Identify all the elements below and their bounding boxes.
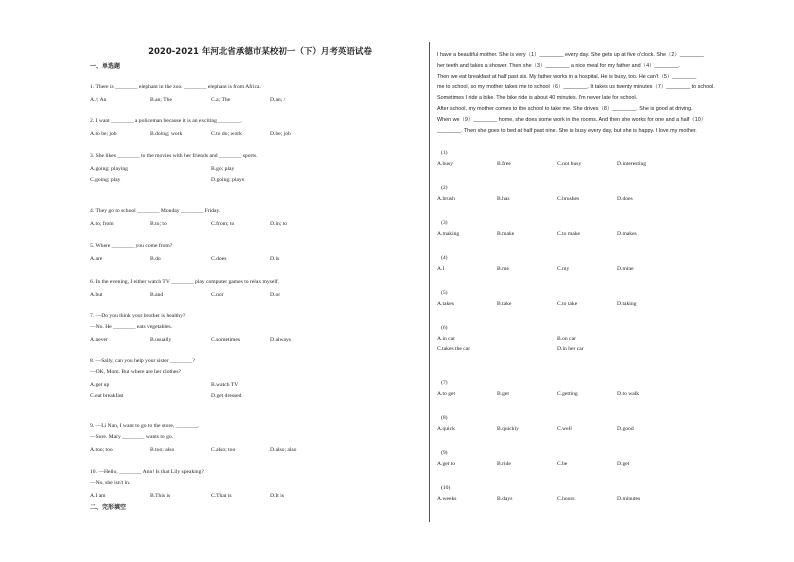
option-a: A.get up	[90, 382, 110, 388]
passage-line: Sometimes I ride a bike. The bike ride is about 40 minutes. I'm never late for school.	[437, 95, 638, 102]
question-stem: 4. They go to school ________ Monday ________ Friday.	[90, 208, 221, 214]
option-c: C.nor	[211, 292, 224, 298]
option-c: C.That is	[211, 493, 232, 499]
cloze-option-c: C.my	[557, 266, 570, 272]
cloze-option-d: D.mine	[617, 266, 634, 272]
option-b: B.doing; work	[150, 131, 183, 137]
question-stem-line: —Sure. Mary ________ wants to go.	[90, 434, 174, 440]
cloze-option-c: C.hours	[557, 496, 575, 502]
cloze-item-number: (3)	[441, 220, 448, 226]
option-d: D.get dressed	[211, 393, 242, 399]
cloze-option-c: C.to take	[557, 301, 578, 307]
cloze-option-b: B.get	[497, 391, 509, 397]
cloze-option-a: A.get to	[437, 461, 456, 467]
option-b: B.to; to	[150, 221, 167, 227]
passage-line: Then we eat breakfast at half past six. My father works in a hospital. He is busy, too. He can't（5）________	[437, 73, 697, 80]
cloze-option-b: B.free	[497, 161, 511, 167]
cloze-option-b: B.days	[497, 496, 513, 502]
option-c: C.sometimes	[211, 337, 241, 343]
cloze-option-c: C.not busy	[557, 161, 582, 167]
cloze-item-number: (7)	[441, 380, 448, 386]
option-c: C.a; The	[211, 97, 231, 103]
option-a: A.never	[90, 337, 108, 343]
option-b: B.and	[150, 292, 164, 298]
question-stem-line: —No. He ________ eats vegetables.	[90, 324, 173, 330]
cloze-option-d: D.taking	[617, 301, 637, 307]
option-d: D.always	[270, 337, 291, 343]
cloze-item-number: (5)	[441, 290, 448, 296]
cloze-option-d: D.interesting	[617, 161, 647, 167]
passage-line: After school, my mother comes to the school to take me. She drives（8）________. She is good at driving.	[437, 105, 693, 112]
cloze-option-a: A.busy	[437, 161, 454, 167]
cloze-item-number: (10)	[441, 485, 451, 491]
option-a: A.to be; job	[90, 131, 117, 137]
option-a: A.going; playing	[90, 166, 128, 172]
option-b: B.too; also	[150, 447, 175, 453]
option-b: B.do	[150, 256, 161, 262]
cloze-option-d: D.makes	[617, 231, 637, 237]
question-stem: 2. I want ________ a policeman because it is an exciting ________.	[90, 118, 243, 124]
option-a: A./; An	[90, 97, 107, 103]
cloze-passage	[437, 50, 777, 136]
cloze-item-number: (2)	[441, 185, 448, 191]
option-b: B.watch TV	[211, 382, 239, 388]
passage-line: me to school, so my mother takes me to school（6）________. It takes us twenty minutes（7）________ to school.	[437, 84, 715, 91]
passage-line: ________. Then she goes to bed at half past nine. She is busy every day, but she is happy. I love my mother.	[437, 127, 697, 134]
option-c: C.eat breakfast	[90, 393, 124, 399]
cloze-option-c: C.getting	[557, 391, 578, 397]
option-b: B.go; play	[211, 166, 235, 172]
option-a: A.are	[90, 256, 103, 262]
option-a: A.but	[90, 292, 103, 298]
question-stem: 6. In the evening, I either watch TV ________ play computer games to relax myself.	[90, 279, 280, 285]
option-c: C.from; to	[211, 221, 235, 227]
cloze-option-b: B.me	[497, 266, 509, 272]
cloze-option-d: D.minutes	[617, 496, 641, 502]
cloze-option-c: C.well	[557, 426, 572, 432]
cloze-item-number: (9)	[441, 450, 448, 456]
question-stem-line: —No, she isn't in.	[90, 480, 131, 486]
cloze-option-a: A.takes	[437, 301, 454, 307]
question-stem: 3. She likes ________ to the movies with her friends and ________ sports.	[90, 153, 258, 159]
cloze-option-a: A.making	[437, 231, 460, 237]
cloze-option-d: D.to walk	[617, 391, 640, 397]
question-stem: 9. —Li Nan, I want to go to the store, ________.	[90, 423, 200, 429]
cloze-option-a: A.in car	[437, 336, 456, 342]
passage-line: I have a beautiful mother. She is very（1）________ every day. She gets up at five o'clock. She（2）________	[437, 52, 704, 58]
question-stem: 8. —Sally, can you help your sister ________?	[90, 358, 195, 364]
cloze-option-b: B.on car	[557, 336, 576, 342]
option-d: D.be; job	[270, 131, 291, 137]
cloze-option-a: A.quick	[437, 426, 455, 432]
cloze-option-d: D.good	[617, 426, 634, 432]
question-stem: 10. —Hello, ________ Ann! Is that Lily speaking?	[90, 469, 204, 475]
question-stem: 7. —Do you think your brother is healthy?	[90, 313, 186, 319]
section-heading-cloze: 二、完形填空	[90, 504, 127, 511]
option-d: D.in; to	[270, 221, 288, 227]
cloze-option-c: C.brushes	[557, 196, 580, 202]
cloze-option-b: B.has	[497, 196, 510, 202]
option-d: D.It is	[270, 493, 284, 499]
option-c: C.also; too	[211, 447, 236, 453]
option-b: B.This is	[150, 493, 171, 499]
cloze-option-b: B.take	[497, 301, 512, 307]
cloze-item-number: (1)	[441, 150, 448, 156]
cloze-option-c: C.be	[557, 461, 568, 467]
option-b: B.usually	[150, 337, 172, 343]
cloze-option-a: A.to get	[437, 391, 456, 397]
option-d: D.an; /	[270, 97, 286, 103]
passage-line: When we（9）________ home, she does some work in the rooms. And then she works for one and a half（10）	[437, 116, 707, 123]
column-divider	[429, 42, 430, 522]
cloze-option-b: B.ride	[497, 461, 511, 467]
option-b: B.an; The	[150, 97, 172, 103]
option-d: D.is	[270, 256, 280, 262]
cloze-item-number: (8)	[441, 415, 448, 421]
option-a: A.I am	[90, 493, 106, 499]
exam-title: 2020-2021 年河北省承德市某校初一（下）月考英语试卷	[148, 47, 372, 57]
cloze-option-b: B.quickly	[497, 426, 519, 432]
cloze-option-c: C.takes the car	[437, 346, 471, 352]
cloze-option-c: C.to make	[557, 231, 580, 237]
cloze-item-number: (4)	[441, 255, 448, 261]
option-d: D.or	[270, 292, 281, 298]
cloze-option-a: A.I	[437, 266, 445, 272]
option-d: D.also; also	[270, 447, 297, 453]
option-a: A.too; too	[90, 447, 113, 453]
cloze-option-a: A.weeks	[437, 496, 457, 502]
question-stem: 1. There is ________ elephant in the zoo. ________ elephant is from Africa.	[90, 84, 261, 90]
option-a: A.to; from	[90, 221, 114, 227]
cloze-option-d: D.does	[617, 196, 633, 202]
question-stem: 5. Where ________ you come from?	[90, 243, 173, 249]
cloze-option-a: A.brush	[437, 196, 455, 202]
cloze-item-number: (6)	[441, 325, 448, 331]
option-c: C.going; play	[90, 177, 121, 183]
option-c: C.to do; work	[211, 131, 242, 137]
cloze-option-d: D.get	[617, 461, 630, 467]
option-d: D.going; plays	[211, 177, 244, 183]
option-c: C.does	[211, 256, 227, 262]
section-heading-single-choice: 一、单选题	[90, 63, 121, 70]
passage-line: her teeth and takes a shower. Then she（3）________ a nice meal for my father and（4）________.	[437, 62, 680, 69]
question-stem-line: —OK, Mom. But where are her clothes?	[90, 369, 182, 375]
cloze-option-b: B.make	[497, 231, 515, 237]
cloze-option-d: D.in her car	[557, 346, 584, 352]
